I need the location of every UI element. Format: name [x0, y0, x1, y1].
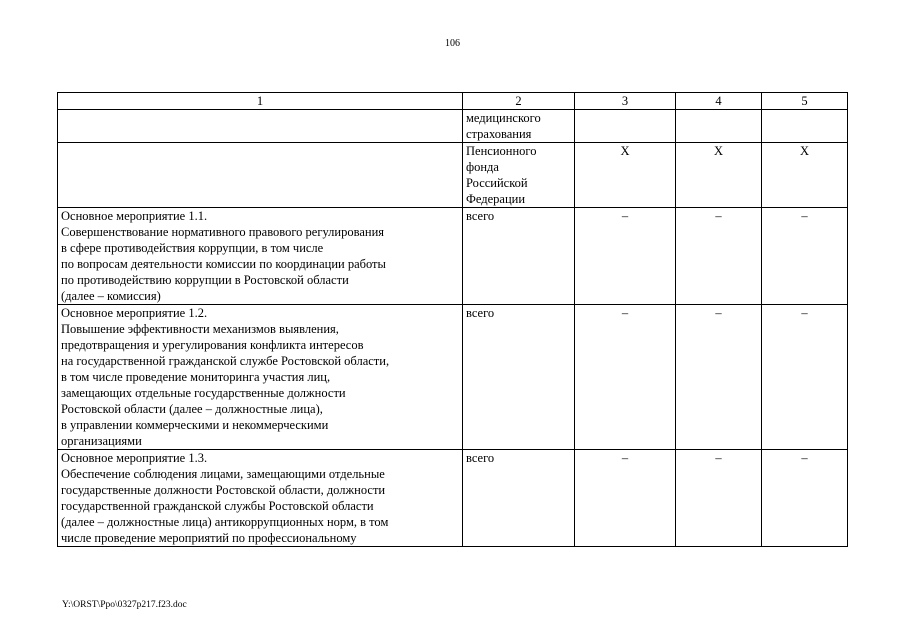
- page-number: 106: [445, 38, 460, 49]
- value-cell: Х: [762, 143, 848, 208]
- value-cell: –: [575, 450, 676, 547]
- header-col-5: 5: [762, 93, 848, 110]
- value-cell: –: [676, 208, 762, 305]
- table-row: [58, 110, 848, 143]
- activity-line: в управлении коммерческими и некоммерческими: [61, 418, 329, 432]
- source-line: Федерации: [466, 192, 526, 206]
- activity-line: Повышение эффективности механизмов выявления,: [61, 322, 339, 336]
- value-cell: –: [762, 305, 848, 450]
- activity-line: в том числе проведение мониторинга участия лиц,: [61, 370, 331, 384]
- activity-line: Основное мероприятие 1.2.: [61, 306, 208, 320]
- activity-line: Основное мероприятие 1.3.: [61, 451, 208, 465]
- activity-cell: [58, 450, 463, 547]
- table-row: [58, 208, 848, 305]
- activity-cell: [58, 305, 463, 450]
- program-table: [57, 92, 848, 547]
- value-cell: [575, 110, 676, 143]
- activity-line: организациями: [61, 434, 142, 448]
- value-cell: –: [676, 305, 762, 450]
- activity-line: замещающих отдельные государственные должности: [61, 386, 346, 400]
- activity-line: (далее – должностные лица) антикоррупционных норм, в том: [61, 515, 389, 529]
- table-row: [58, 143, 848, 208]
- activity-cell: [58, 208, 463, 305]
- value-cell: –: [762, 450, 848, 547]
- activity-line: государственные должности Ростовской области, должности: [61, 483, 386, 497]
- value-cell: [676, 110, 762, 143]
- value-cell: –: [676, 450, 762, 547]
- header-col-1: 1: [58, 93, 463, 110]
- source-line: медицинского: [466, 111, 541, 125]
- value-cell: –: [575, 305, 676, 450]
- source-line: страхования: [466, 127, 532, 141]
- value-cell: [762, 110, 848, 143]
- activity-line: числе проведение мероприятий по профессиональному: [61, 531, 357, 545]
- activity-line: Ростовской области (далее – должностные лица),: [61, 402, 323, 416]
- source-cell: [463, 305, 575, 450]
- activity-line: Обеспечение соблюдения лицами, замещающими отдельные: [61, 467, 385, 481]
- value-cell: –: [575, 208, 676, 305]
- source-cell: [463, 450, 575, 547]
- activity-line: в сфере противодействия коррупции, в том числе: [61, 241, 324, 255]
- table-row: [58, 450, 848, 547]
- table-row: [58, 305, 848, 450]
- activity-line: Совершенствование нормативного правового регулирования: [61, 225, 385, 239]
- activity-line: Основное мероприятие 1.1.: [61, 209, 208, 223]
- activity-line: по вопросам деятельности комиссии по координации работы: [61, 257, 386, 271]
- activity-line: по противодействию коррупции в Ростовской области: [61, 273, 349, 287]
- table-header-row: [58, 93, 848, 110]
- source-line: Российской: [466, 176, 528, 190]
- header-col-2: 2: [463, 93, 575, 110]
- value-cell: Х: [676, 143, 762, 208]
- value-cell: –: [762, 208, 848, 305]
- activity-line: государственной гражданской службы Ростовской области: [61, 499, 374, 513]
- activity-cell: [58, 143, 463, 208]
- activity-line: (далее – комиссия): [61, 289, 161, 303]
- header-col-4: 4: [676, 93, 762, 110]
- source-cell: [463, 143, 575, 208]
- activity-line: на государственной гражданской службе Ростовской области,: [61, 354, 390, 368]
- activity-cell: [58, 110, 463, 143]
- source-line: Пенсионного: [466, 144, 537, 158]
- source-line: фонда: [466, 160, 499, 174]
- header-col-3: 3: [575, 93, 676, 110]
- source-line: всего: [466, 306, 495, 320]
- file-path-footer: Y:\ORST\Ppo\0327p217.f23.doc: [62, 600, 187, 610]
- source-cell: [463, 208, 575, 305]
- activity-line: предотвращения и урегулирования конфликта интересов: [61, 338, 364, 352]
- source-cell: [463, 110, 575, 143]
- source-line: всего: [466, 209, 495, 223]
- source-line: всего: [466, 451, 495, 465]
- value-cell: Х: [575, 143, 676, 208]
